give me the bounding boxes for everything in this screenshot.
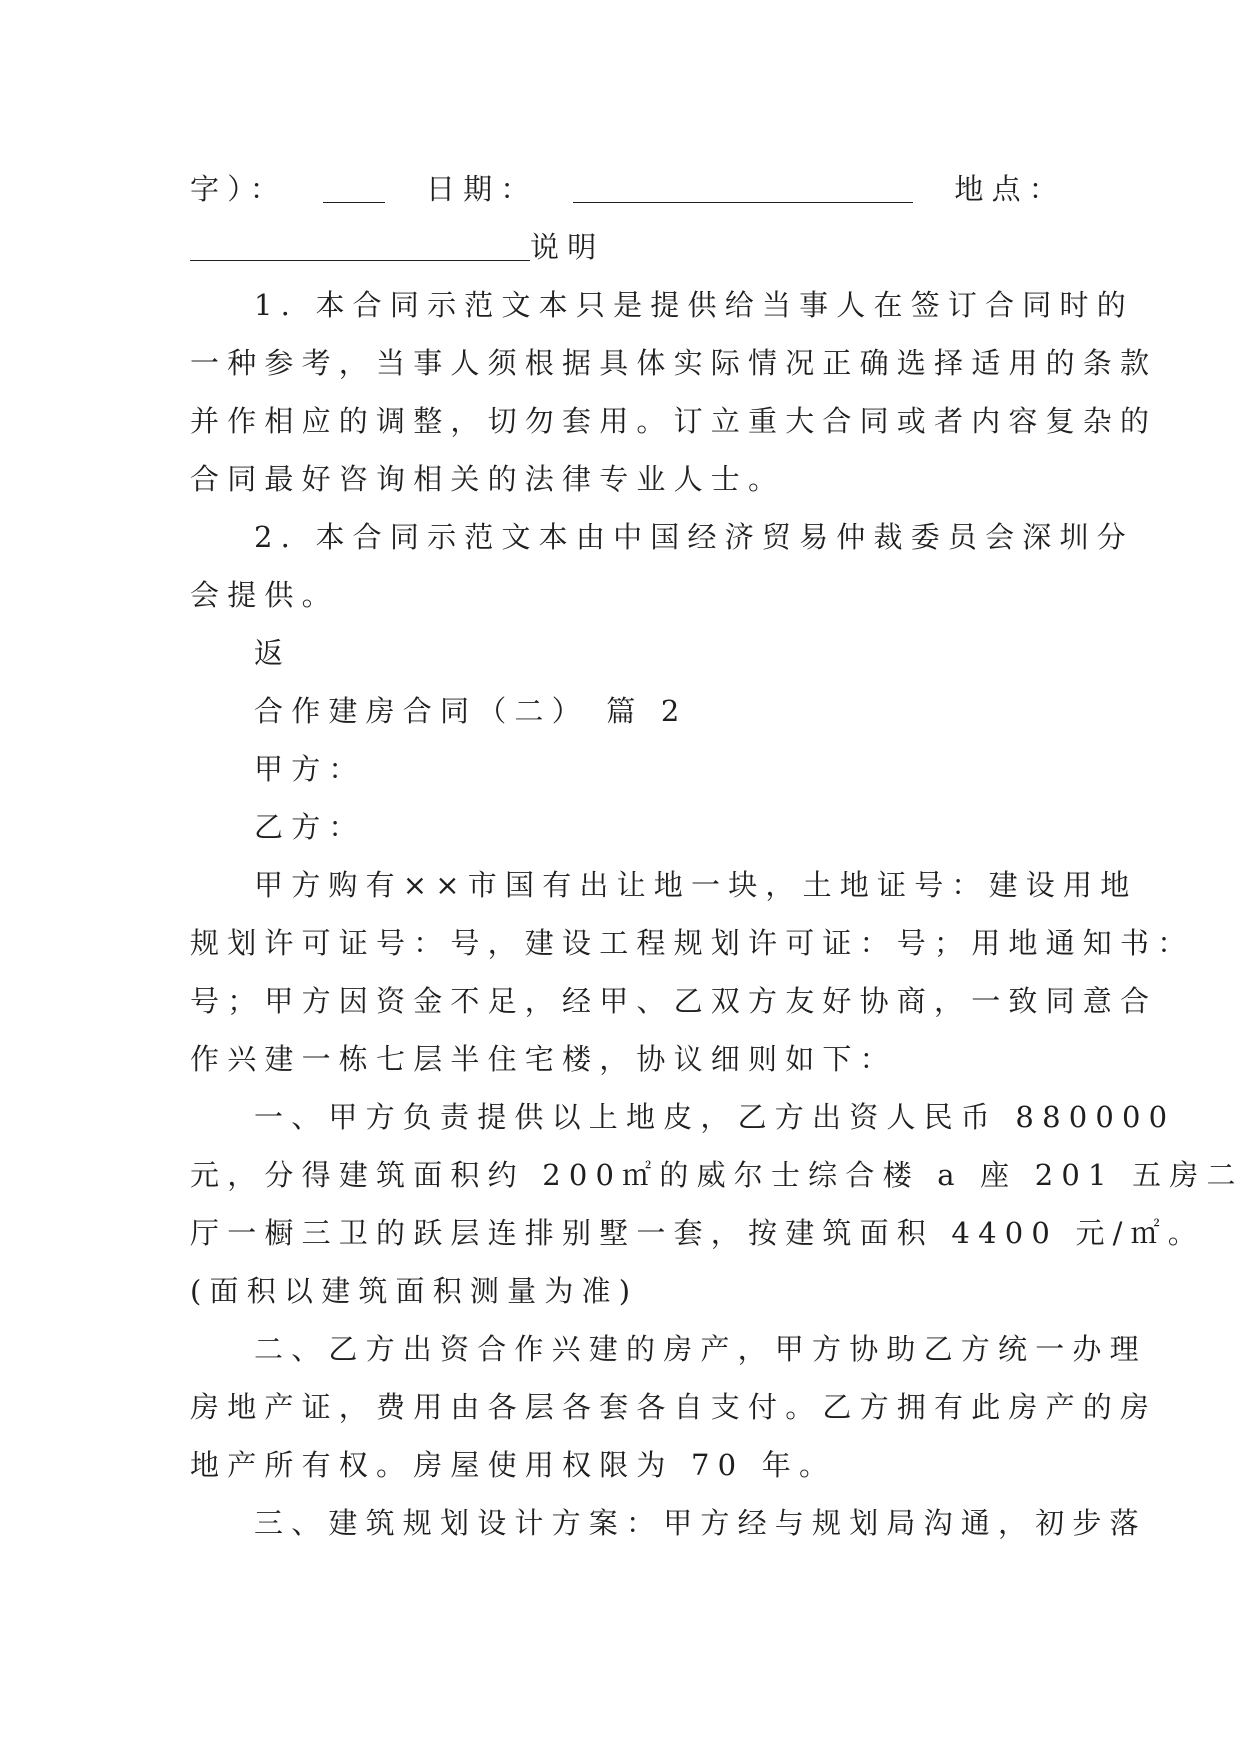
clause-1-line-3: 厅一橱三卫的跃层连排别墅一套，按建筑面积 4400 元/㎡。 [190, 1216, 1206, 1250]
date-label: 日期： [425, 172, 538, 206]
note-1-line-2: 一种参考，当事人须根据具体实际情况正确选择适用的条款 [190, 346, 1158, 380]
clause-2-line-3: 地产所有权。房屋使用权限为 70 年。 [190, 1448, 837, 1482]
clause-3-line-1: 三、建筑规划设计方案：甲方经与规划局沟通，初步落 [254, 1506, 1147, 1540]
clause-2-line-1: 二、乙方出资合作兴建的房产，甲方协助乙方统一办理 [254, 1332, 1147, 1366]
clause-2-line-2: 房地产证，费用由各层各套各自支付。乙方拥有此房产的房 [190, 1390, 1158, 1424]
section-title: 合作建房合同（二） 篇 2 [254, 694, 688, 728]
date-blank [573, 168, 913, 203]
document-body [190, 160, 1244, 1552]
intro-line-2: 规划许可证号：号，建设工程规划许可证：号；用地通知书： [190, 926, 1195, 960]
note-2-line-1: 2. 本合同示范文本由中国经济贸易仲裁委员会深圳分 [254, 520, 1134, 554]
place-label: 地点： [954, 172, 1067, 206]
note-1-line-3: 并作相应的调整，切勿套用。订立重大合同或者内容复杂的 [190, 404, 1158, 438]
explain-label: 说明 [530, 230, 605, 264]
party-b: 乙方： [254, 810, 366, 844]
explain-row [190, 218, 1050, 276]
clause-1-line-1: 一、甲方负责提供以上地皮，乙方出资人民币 880000 [254, 1100, 1176, 1134]
place-blank [190, 226, 530, 261]
party-a: 甲方： [254, 752, 366, 786]
note-1-line-1: 1. 本合同示范文本只是提供给当事人在签订合同时的 [254, 288, 1134, 322]
note-2-line-2: 会提供。 [190, 578, 339, 612]
intro-line-4: 作兴建一栋七层半住宅楼，协议细则如下： [190, 1042, 897, 1076]
signature-row [190, 160, 1067, 218]
intro-line-3: 号；甲方因资金不足，经甲、乙双方友好协商，一致同意合 [190, 984, 1158, 1018]
sign-blank [323, 168, 385, 203]
intro-line-1: 甲方购有××市国有出让地一块，土地证号：建设用地 [254, 868, 1138, 902]
note-1-line-4: 合同最好咨询相关的法律专业人士。 [190, 462, 786, 496]
clause-1-line-2: 元，分得建筑面积约 200㎡的威尔士综合楼 a 座 201 五房二 [190, 1158, 1244, 1192]
clause-1-line-4: (面积以建筑面积测量为准) [190, 1274, 639, 1308]
sign-label-tail: 字）： [190, 172, 288, 206]
back-link[interactable]: 返 [254, 636, 292, 670]
